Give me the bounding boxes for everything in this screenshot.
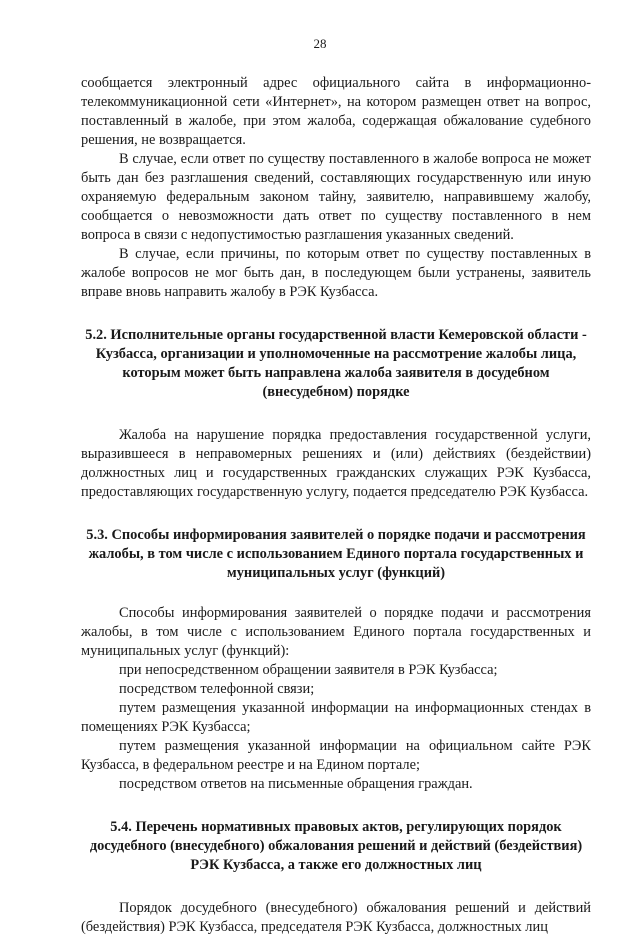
list-item: при непосредственном обращении заявителя в РЭК Кузбасса; bbox=[119, 662, 498, 678]
list-item: путем размещения указанной информации на информационных стендах в помещениях РЭК Кузбасса; bbox=[81, 700, 591, 735]
page-content bbox=[81, 74, 591, 937]
list-item: посредством телефонной связи; bbox=[119, 681, 315, 697]
paragraph-complaint-addressee: Жалоба на нарушение порядка предоставления государственной услуги, выразившееся в неправомерных решениях и (или) действиях (бездействии) должностных лиц и государственных гражданских служащих РЭК Кузбасса, предоставляющих государственную услугу, подается председателю РЭК Кузбасса. bbox=[81, 427, 591, 500]
paragraph-continuation: сообщается электронный адрес официального сайта в информационно-телекоммуникационной сети «Интернет», на котором размещен ответ на вопрос, поставленный в жалобе, при этом жалоба, содержащая обжалование судебного решения, не возвращается. bbox=[81, 75, 591, 148]
page-number: 28 bbox=[313, 36, 327, 51]
paragraph-info-methods: Способы информирования заявителей о порядке подачи и рассмотрения жалобы, в том числе с использованием Единого портала государственных и муниципальных услуг (функций): bbox=[81, 605, 591, 659]
section-heading-5-2: 5.2. Исполнительные органы государственной власти Кемеровской области - Кузбасса, организации и уполномоченные на рассмотрение жалобы лица, которым может быть направлена жалоба заявителя в досудебном (внесудебном) порядке bbox=[85, 327, 587, 400]
section-heading-5-4: 5.4. Перечень нормативных правовых актов, регулирующих порядок досудебного (внесудебного) обжалования решений и действий (бездействия) РЭК Кузбасса, а также его должностных лиц bbox=[89, 819, 583, 873]
paragraph-appeal-procedure: Порядок досудебного (внесудебного) обжалования решений и действий (бездействия) РЭК Кузбасса, председателя РЭК Кузбасса, должностных лиц bbox=[81, 900, 591, 935]
list-item: посредством ответов на письменные обращения граждан. bbox=[119, 776, 473, 792]
section-heading-5-3: 5.3. Способы информирования заявителей о порядке подачи и рассмотрения жалобы, в том числе с использованием Единого портала государственных и муниципальных услуг (функций) bbox=[86, 527, 586, 581]
paragraph-secret-info: В случае, если ответ по существу поставленного в жалобе вопроса не может быть дан без разглашения сведений, составляющих государственную или иную охраняемую федеральным законом тайну, заявителю, направившему жалобу, сообщается о невозможности дать ответ по существу поставленного в нем вопроса в связи с недопустимостью разглашения указанных сведений. bbox=[81, 151, 591, 243]
paragraph-resubmit: В случае, если причины, по которым ответ по существу поставленных в жалобе вопросов не мог быть дан, в последующем были устранены, заявитель вправе вновь направить жалобу в РЭК Кузбасса. bbox=[81, 246, 591, 300]
list-item: путем размещения указанной информации на официальном сайте РЭК Кузбасса, в федеральном реестре и на Едином портале; bbox=[81, 738, 591, 773]
